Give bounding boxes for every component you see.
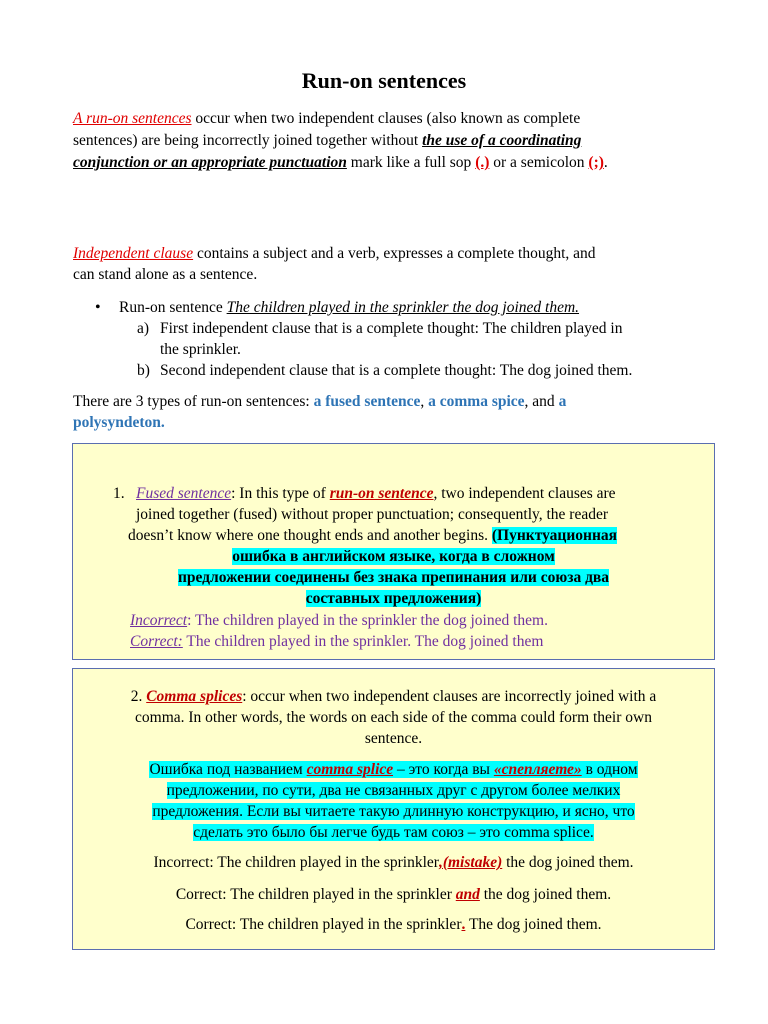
box2-russian-4 [72, 822, 715, 843]
box1-text: : In this type of [231, 485, 330, 502]
splice-verb-term: «спепляете» [493, 761, 582, 778]
incorrect-example: : The children played in the sprinkler the dog joined them. [187, 612, 548, 629]
intro-text: mark like a full sop [346, 154, 476, 171]
bullet-line [119, 297, 579, 318]
box1-text: , two independent clauses are [433, 485, 616, 502]
type-polysyndeton: a [558, 393, 567, 410]
incorrect-text: Incorrect: The children played in the sprinkler [153, 854, 439, 871]
box1-correct [130, 631, 543, 652]
box1-line-4 [72, 546, 715, 567]
independent-line-1 [73, 243, 596, 264]
intro-line-2 [73, 130, 581, 151]
box2-line-2: comma. In other words, the words on each side of the comma could form their own [135, 709, 652, 726]
period-mark: . [461, 916, 466, 933]
item-a-line-2: the sprinkler. [160, 341, 241, 358]
correct-text: the dog joined them. [479, 886, 612, 903]
correct-example: The children played in the sprinkler. The dog joined them [182, 633, 544, 650]
intro-line-1 [73, 108, 580, 129]
russian-text: сделать это было бы легче будь там союз – это comma splice. [193, 824, 594, 841]
russian-note: ошибка в английском языке, когда в сложном [232, 548, 555, 565]
types-line-1 [73, 391, 566, 412]
run-on-term: A run-on sentences [73, 110, 192, 127]
box2-line-3: sentence. [364, 730, 423, 747]
intro-text: or a semicolon [489, 154, 589, 171]
box2-russian-1 [72, 759, 715, 780]
independent-line-2: can stand alone as a sentence. [73, 266, 258, 283]
types-text: There are 3 types of run-on sentences: [73, 393, 314, 410]
item-a-line-1: First independent clause that is a complete thought: The children played in [160, 320, 623, 337]
bullet-label: Run-on sentence [119, 299, 227, 316]
coordinating-phrase: the use of a coordinating [422, 132, 582, 149]
box2-russian-2 [72, 780, 715, 801]
box1-number: 1. [113, 485, 125, 502]
russian-text: Ошибка под названием [149, 761, 307, 778]
intro-text: sentences) are being incorrectly joined together without [73, 132, 423, 149]
types-line-2: polysyndeton. [73, 414, 165, 431]
intro-text: occur when two independent clauses (also known as complete [191, 110, 581, 127]
types-text: , [420, 393, 429, 410]
independent-clause-term: Independent clause [73, 245, 194, 262]
box1-line-2: joined together (fused) without proper punctuation; consequently, the reader [136, 506, 609, 523]
box2-incorrect [72, 852, 715, 873]
page-title: Run-on sentences [301, 68, 467, 93]
item-b-line-1: Second independent clause that is a complete thought: The dog joined them. [160, 362, 633, 379]
mistake-mark: ,(mistake) [438, 854, 503, 871]
independent-text: contains a subject and a verb, expresses a complete thought, and [193, 245, 596, 262]
box2-russian-3 [72, 801, 715, 822]
box2-number: 2. [130, 688, 147, 705]
intro-text: . [603, 154, 608, 171]
punctuation-phrase: conjunction or an appropriate punctuation [73, 154, 347, 171]
box2-line-1 [72, 686, 715, 707]
type-fused: a fused sentence [313, 393, 421, 410]
box1-line-3 [128, 525, 617, 546]
item-b-marker: b) [137, 362, 150, 379]
bullet-example: The children played in the sprinkler the dog joined them. [226, 299, 580, 316]
box1-line-5 [72, 567, 715, 588]
box1-line-6 [72, 588, 715, 609]
box1-line-1 [136, 483, 616, 504]
correct-text: Correct: The children played in the sprinkler [185, 916, 462, 933]
russian-text: предложения. Если вы читаете такую длинную конструкцию, и ясно, что [152, 803, 635, 820]
box2-correct-1 [72, 884, 715, 905]
item-a-marker: a) [137, 320, 150, 337]
semicolon-mark: (;) [588, 154, 604, 171]
incorrect-text: the dog joined them. [502, 854, 634, 871]
incorrect-label: Incorrect [130, 612, 188, 629]
russian-note: предложении соединены без знака препинания или союза два [177, 569, 610, 586]
box2-text: : occur when two independent clauses are incorrectly joined with a [242, 688, 657, 705]
correct-label: Correct: [130, 633, 183, 650]
correct-text: Correct: The children played in the sprinkler [175, 886, 456, 903]
type-comma-spice: a comma spice [428, 393, 525, 410]
conjunction-and: and [455, 886, 480, 903]
russian-text: в одном [581, 761, 638, 778]
comma-splice-term: comma splice [306, 761, 394, 778]
run-on-term-box1: run-on sentence [329, 485, 434, 502]
correct-text: The dog joined them. [465, 916, 602, 933]
box1-incorrect [130, 610, 548, 631]
fused-sentence-term: Fused sentence [136, 485, 232, 502]
russian-note: составных предложения) [305, 590, 482, 607]
box2-correct-2 [72, 914, 715, 935]
russian-note: (Пунктуационная [491, 527, 618, 544]
russian-text: – это когда вы [393, 761, 494, 778]
russian-text: предложении, по сути, два не связанных друг с другом более мелких [166, 782, 621, 799]
comma-splices-term: Comma splices [146, 688, 243, 705]
bullet-icon: • [95, 299, 101, 316]
types-text: , and [524, 393, 559, 410]
intro-line-3 [73, 152, 608, 173]
box1-text: doesn’t know where one thought ends and another begins. [128, 527, 492, 544]
full-stop-mark: (.) [475, 154, 490, 171]
